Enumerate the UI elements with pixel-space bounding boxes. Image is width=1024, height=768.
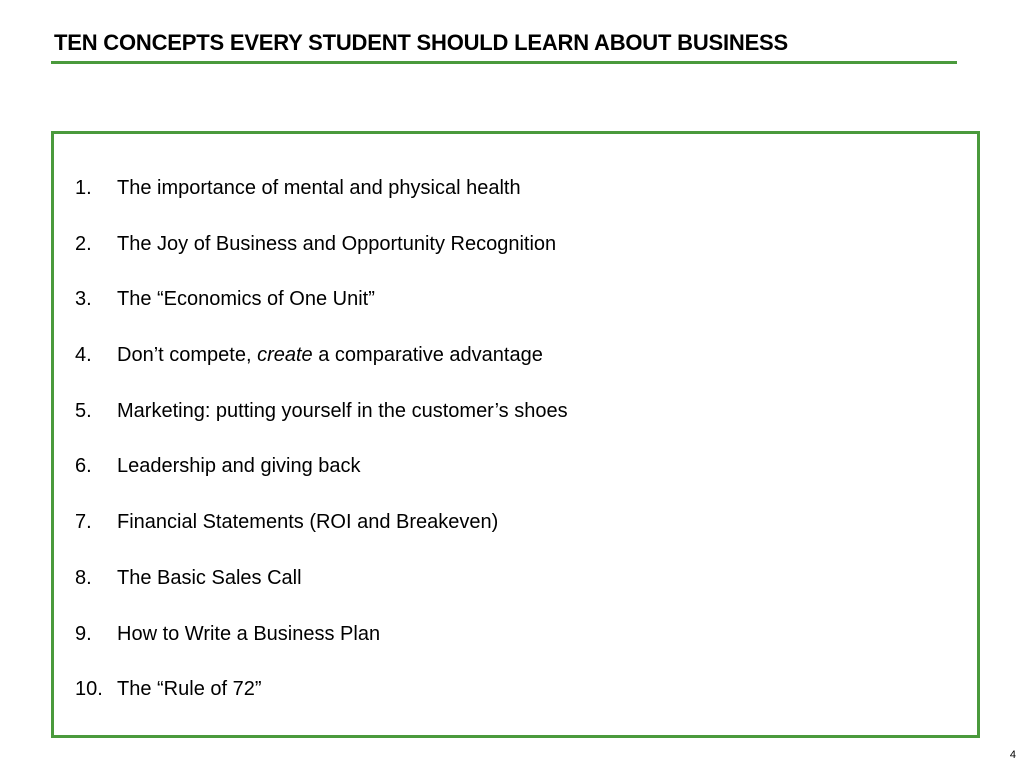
concept-number: 1. bbox=[75, 177, 92, 199]
concept-number: 4. bbox=[75, 344, 92, 367]
concept-text: The “Rule of 72” bbox=[117, 678, 262, 701]
concept-text: The “Economics of One Unit” bbox=[117, 288, 375, 311]
concept-number: 5. bbox=[75, 399, 92, 422]
concept-text: The Joy of Business and Opportunity Recognition bbox=[117, 232, 557, 255]
concept-text: Leadership and giving back bbox=[117, 455, 361, 478]
concept-number: 10. bbox=[75, 678, 103, 701]
concept-text-after: a comparative advantage bbox=[312, 344, 543, 367]
page-number: 4 bbox=[1009, 749, 1016, 761]
concept-text-emphasis: create bbox=[257, 344, 313, 367]
concept-text bbox=[117, 340, 543, 370]
concept-number: 8. bbox=[75, 566, 92, 589]
concept-text: The importance of mental and physical health bbox=[117, 177, 521, 199]
concept-item-10 bbox=[75, 674, 568, 704]
concept-item-2 bbox=[75, 229, 568, 259]
concept-item-1 bbox=[75, 173, 568, 203]
concept-item-7 bbox=[75, 507, 568, 537]
concept-number: 7. bbox=[75, 511, 92, 534]
concept-text: How to Write a Business Plan bbox=[117, 622, 381, 645]
concept-item-8 bbox=[75, 563, 568, 593]
concept-text: Financial Statements (ROI and Breakeven) bbox=[117, 511, 499, 534]
concept-text: The Basic Sales Call bbox=[117, 566, 302, 589]
concept-number: 2. bbox=[75, 232, 92, 255]
concept-number: 9. bbox=[75, 622, 92, 645]
concept-text: Marketing: putting yourself in the customer’s shoes bbox=[117, 399, 568, 422]
concepts-list bbox=[75, 173, 568, 704]
concept-item-6 bbox=[75, 451, 568, 481]
concept-item-5 bbox=[75, 396, 568, 426]
title-divider bbox=[51, 61, 957, 64]
concept-text-before: Don’t compete, bbox=[117, 344, 258, 367]
concept-number: 6. bbox=[75, 455, 92, 478]
slide-title: TEN CONCEPTS EVERY STUDENT SHOULD LEARN ABOUT BUSINESS bbox=[54, 30, 789, 55]
concept-item-9 bbox=[75, 619, 568, 649]
concepts-box bbox=[51, 131, 980, 738]
concept-item-3 bbox=[75, 284, 568, 314]
concept-number: 3. bbox=[75, 288, 92, 311]
concept-item-4 bbox=[75, 340, 568, 370]
